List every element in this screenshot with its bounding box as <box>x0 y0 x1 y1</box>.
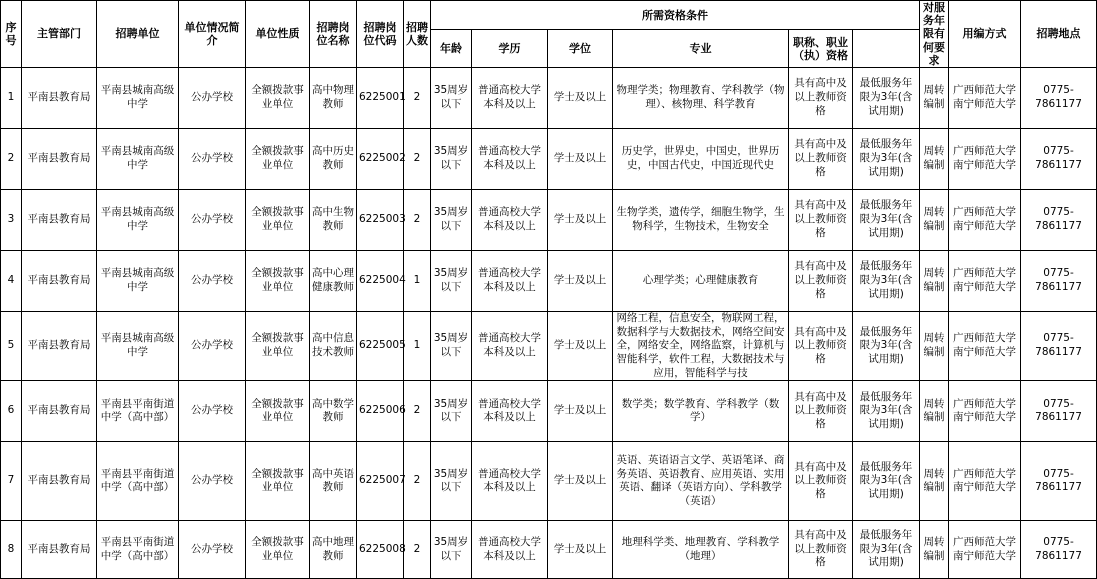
header-seq: 序号 <box>1 1 22 68</box>
cell-dept: 平南县教育局 <box>22 189 97 250</box>
cell-count: 2 <box>404 128 431 189</box>
cell-seq: 6 <box>1 381 22 442</box>
table-row <box>1 128 1097 189</box>
header-age: 年龄 <box>431 30 472 68</box>
cell-post-code: 6225006 <box>357 381 404 442</box>
cell-dept: 平南县教育局 <box>22 250 97 311</box>
cell-service: 最低服务年限为3年(含试用期) <box>853 67 920 128</box>
cell-service: 最低服务年限为3年(含试用期) <box>853 381 920 442</box>
cell-unit: 平南县平南街道中学（高中部） <box>97 381 179 442</box>
header-service: 对服务年限有何要求 <box>920 1 949 68</box>
cell-major: 地理科学类、地理教育、学科教学（地理） <box>613 521 789 579</box>
cell-method: 周转编制 <box>920 67 949 128</box>
cell-age: 35周岁以下 <box>431 521 472 579</box>
table-row <box>1 250 1097 311</box>
cell-edu: 普通高校大学本科及以上 <box>472 250 548 311</box>
cell-post-name: 高中生物教师 <box>310 189 357 250</box>
cell-cert: 具有高中及以上教师资格 <box>789 128 853 189</box>
header-place: 招聘地点 <box>1021 1 1097 68</box>
table-row <box>1 67 1097 128</box>
cell-edu: 普通高校大学本科及以上 <box>472 442 548 521</box>
cell-phone: 0775-7861177 <box>1021 442 1097 521</box>
cell-age: 35周岁以下 <box>431 381 472 442</box>
cell-cert: 具有高中及以上教师资格 <box>789 67 853 128</box>
cell-nature: 全额拨款事业单位 <box>246 381 310 442</box>
cell-major: 物理学类；物理教育、学科教学（物理）、核物理、科学教育 <box>613 67 789 128</box>
cell-seq: 5 <box>1 311 22 380</box>
cell-service: 最低服务年限为3年(含试用期) <box>853 189 920 250</box>
header-count: 招聘人数 <box>404 1 431 68</box>
cell-intro: 公办学校 <box>179 521 246 579</box>
cell-intro: 公办学校 <box>179 311 246 380</box>
cell-service: 最低服务年限为3年(含试用期) <box>853 128 920 189</box>
cell-major: 数学类；数学教育、学科教学（数学） <box>613 381 789 442</box>
cell-cert: 具有高中及以上教师资格 <box>789 189 853 250</box>
cell-post-name: 高中历史教师 <box>310 128 357 189</box>
cell-cert: 具有高中及以上教师资格 <box>789 381 853 442</box>
cell-post-code: 6225004 <box>357 250 404 311</box>
cell-cert: 具有高中及以上教师资格 <box>789 311 853 380</box>
header-cert: 职称、职业（执）资格 <box>789 30 853 68</box>
cell-edu: 普通高校大学本科及以上 <box>472 67 548 128</box>
cell-count: 2 <box>404 67 431 128</box>
cell-edu: 普通高校大学本科及以上 <box>472 311 548 380</box>
cell-method: 周转编制 <box>920 521 949 579</box>
cell-age: 35周岁以下 <box>431 250 472 311</box>
cell-age: 35周岁以下 <box>431 128 472 189</box>
cell-phone: 0775-7861177 <box>1021 381 1097 442</box>
cell-count: 2 <box>404 442 431 521</box>
cell-unit: 平南县城南高级中学 <box>97 128 179 189</box>
cell-place: 广西师范大学南宁师范大学 <box>949 67 1021 128</box>
cell-post-name: 高中地理教师 <box>310 521 357 579</box>
cell-seq: 8 <box>1 521 22 579</box>
cell-post-code: 6225002 <box>357 128 404 189</box>
header-post-code: 招聘岗位代码 <box>357 1 404 68</box>
cell-method: 周转编制 <box>920 250 949 311</box>
cell-major: 网络工程，信息安全，物联网工程，数据科学与大数据技术，网络空间安全，网络安全，网络监察，计算机与智能科学，软件工程，大数据技术与应用，智能科学与技 <box>613 311 789 380</box>
cell-post-code: 6225005 <box>357 311 404 380</box>
cell-intro: 公办学校 <box>179 442 246 521</box>
cell-service: 最低服务年限为3年(含试用期) <box>853 442 920 521</box>
table-row <box>1 311 1097 380</box>
cell-seq: 4 <box>1 250 22 311</box>
cell-nature: 全额拨款事业单位 <box>246 442 310 521</box>
cell-age: 35周岁以下 <box>431 189 472 250</box>
cell-major: 心理学类；心理健康教育 <box>613 250 789 311</box>
header-dept: 主管部门 <box>22 1 97 68</box>
header-degree: 学位 <box>548 30 613 68</box>
cell-place: 广西师范大学南宁师范大学 <box>949 189 1021 250</box>
cell-count: 2 <box>404 521 431 579</box>
cell-cert: 具有高中及以上教师资格 <box>789 442 853 521</box>
cell-seq: 7 <box>1 442 22 521</box>
cell-nature: 全额拨款事业单位 <box>246 189 310 250</box>
header-post-name: 招聘岗位名称 <box>310 1 357 68</box>
cell-phone: 0775-7861177 <box>1021 67 1097 128</box>
cell-unit: 平南县城南高级中学 <box>97 67 179 128</box>
cell-method: 周转编制 <box>920 311 949 380</box>
cell-count: 1 <box>404 311 431 380</box>
cell-seq: 2 <box>1 128 22 189</box>
cell-post-name: 高中英语教师 <box>310 442 357 521</box>
cell-service: 最低服务年限为3年(含试用期) <box>853 521 920 579</box>
cell-unit: 平南县平南街道中学（高中部） <box>97 521 179 579</box>
cell-degree: 学士及以上 <box>548 442 613 521</box>
header-method: 用编方式 <box>949 1 1021 68</box>
cell-nature: 全额拨款事业单位 <box>246 250 310 311</box>
cell-post-code: 6225007 <box>357 442 404 521</box>
cell-place: 广西师范大学南宁师范大学 <box>949 311 1021 380</box>
cell-seq: 1 <box>1 67 22 128</box>
table-row <box>1 381 1097 442</box>
cell-dept: 平南县教育局 <box>22 311 97 380</box>
cell-method: 周转编制 <box>920 189 949 250</box>
cell-nature: 全额拨款事业单位 <box>246 521 310 579</box>
cell-degree: 学士及以上 <box>548 250 613 311</box>
cell-dept: 平南县教育局 <box>22 381 97 442</box>
cell-degree: 学士及以上 <box>548 67 613 128</box>
cell-dept: 平南县教育局 <box>22 128 97 189</box>
cell-count: 2 <box>404 381 431 442</box>
cell-service: 最低服务年限为3年(含试用期) <box>853 250 920 311</box>
cell-intro: 公办学校 <box>179 250 246 311</box>
cell-unit: 平南县城南高级中学 <box>97 250 179 311</box>
cell-post-name: 高中物理教师 <box>310 67 357 128</box>
cell-degree: 学士及以上 <box>548 311 613 380</box>
cell-dept: 平南县教育局 <box>22 67 97 128</box>
cell-post-code: 6225001 <box>357 67 404 128</box>
cell-nature: 全额拨款事业单位 <box>246 128 310 189</box>
cell-intro: 公办学校 <box>179 189 246 250</box>
cell-degree: 学士及以上 <box>548 381 613 442</box>
cell-count: 2 <box>404 189 431 250</box>
cell-major: 生物学类，遗传学，细胞生物学，生物科学，生物技术，生物安全 <box>613 189 789 250</box>
header-intro: 单位情况简介 <box>179 1 246 68</box>
cell-edu: 普通高校大学本科及以上 <box>472 521 548 579</box>
cell-phone: 0775-7861177 <box>1021 311 1097 380</box>
cell-major: 历史学，世界史，中国史，世界历史，中国古代史，中国近现代史 <box>613 128 789 189</box>
header-unit: 招聘单位 <box>97 1 179 68</box>
cell-degree: 学士及以上 <box>548 521 613 579</box>
cell-intro: 公办学校 <box>179 128 246 189</box>
cell-place: 广西师范大学南宁师范大学 <box>949 128 1021 189</box>
cell-edu: 普通高校大学本科及以上 <box>472 189 548 250</box>
cell-unit: 平南县城南高级中学 <box>97 189 179 250</box>
cell-post-name: 高中心理健康教师 <box>310 250 357 311</box>
cell-degree: 学士及以上 <box>548 128 613 189</box>
cell-place: 广西师范大学南宁师范大学 <box>949 381 1021 442</box>
cell-dept: 平南县教育局 <box>22 521 97 579</box>
cell-age: 35周岁以下 <box>431 67 472 128</box>
cell-intro: 公办学校 <box>179 381 246 442</box>
cell-unit: 平南县城南高级中学 <box>97 311 179 380</box>
cell-method: 周转编制 <box>920 442 949 521</box>
header-edu: 学历 <box>472 30 548 68</box>
cell-phone: 0775-7861177 <box>1021 128 1097 189</box>
cell-place: 广西师范大学南宁师范大学 <box>949 250 1021 311</box>
table-row <box>1 521 1097 579</box>
cell-cert: 具有高中及以上教师资格 <box>789 521 853 579</box>
cell-service: 最低服务年限为3年(含试用期) <box>853 311 920 380</box>
cell-nature: 全额拨款事业单位 <box>246 67 310 128</box>
table-row <box>1 189 1097 250</box>
cell-age: 35周岁以下 <box>431 311 472 380</box>
cell-seq: 3 <box>1 189 22 250</box>
cell-phone: 0775-7861177 <box>1021 250 1097 311</box>
cell-intro: 公办学校 <box>179 67 246 128</box>
cell-phone: 0775-7861177 <box>1021 521 1097 579</box>
cell-post-name: 高中信息技术教师 <box>310 311 357 380</box>
cell-major: 英语、英语语言文学、英语笔译、商务英语、英语教育、应用英语、实用英语、翻译（英语方向）、学科教学（英语） <box>613 442 789 521</box>
header-nature: 单位性质 <box>246 1 310 68</box>
cell-unit: 平南县平南街道中学（高中部） <box>97 442 179 521</box>
header-requirements: 所需资格条件 <box>431 1 920 30</box>
cell-method: 周转编制 <box>920 381 949 442</box>
table-row <box>1 442 1097 521</box>
cell-post-code: 6225008 <box>357 521 404 579</box>
header-major: 专业 <box>613 30 789 68</box>
cell-degree: 学士及以上 <box>548 189 613 250</box>
cell-post-name: 高中数学教师 <box>310 381 357 442</box>
cell-edu: 普通高校大学本科及以上 <box>472 128 548 189</box>
cell-age: 35周岁以下 <box>431 442 472 521</box>
cell-cert: 具有高中及以上教师资格 <box>789 250 853 311</box>
cell-place: 广西师范大学南宁师范大学 <box>949 442 1021 521</box>
cell-count: 1 <box>404 250 431 311</box>
cell-dept: 平南县教育局 <box>22 442 97 521</box>
cell-post-code: 6225003 <box>357 189 404 250</box>
cell-nature: 全额拨款事业单位 <box>246 311 310 380</box>
cell-phone: 0775-7861177 <box>1021 189 1097 250</box>
cell-edu: 普通高校大学本科及以上 <box>472 381 548 442</box>
cell-method: 周转编制 <box>920 128 949 189</box>
cell-place: 广西师范大学南宁师范大学 <box>949 521 1021 579</box>
